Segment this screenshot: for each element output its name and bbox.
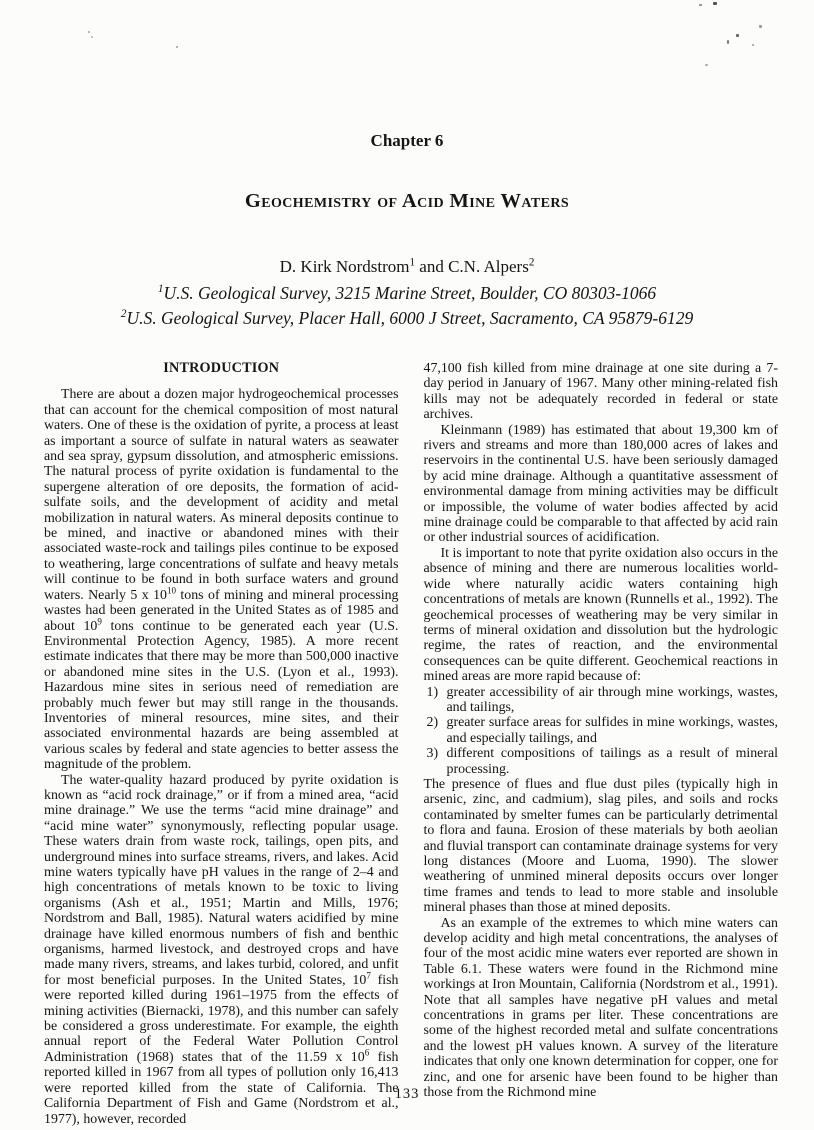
byline-connector: and — [415, 257, 449, 276]
section-heading-introduction: INTRODUCTION — [163, 360, 280, 376]
list-item-number: 3) — [426, 746, 439, 762]
scan-speckle — [88, 31, 90, 33]
author-1: D. Kirk Nordstrom — [279, 257, 410, 276]
numbered-list-item — [424, 685, 779, 716]
author-1-affiliation-mark: 1 — [409, 256, 416, 269]
body-paragraph: It is important to note that pyrite oxidation also occurs in the absence of mining and there are numerous localities world-wide where naturally acidic waters containing high concentrations of metals are known (Runnells et al., 1992). The geochemical processes of weathering may be very similar in terms of mineral oxidation and dissolution but the hydrologic regime, the rates of reaction, and the environmental consequences can be quite different. Geochemical reactions in mined areas are more rapid because of: — [423, 545, 778, 685]
chapter-label: Chapter 6 — [370, 131, 444, 150]
affiliation-1 — [0, 283, 814, 304]
list-item-text: greater surface areas for sulfides in mine workings, wastes, and especially tailings, and — [446, 715, 778, 746]
page-number: 133 — [394, 1086, 420, 1102]
scan-speckle — [176, 46, 178, 48]
list-item-text: greater accessibility of air through mine workings, wastes, and tailings, — [446, 684, 778, 715]
scan-speckle — [91, 36, 93, 38]
list-item-number: 1) — [426, 684, 439, 700]
list-item-number: 2) — [426, 715, 439, 731]
left-column — [44, 361, 399, 1127]
list-item-text: different compositions of tailings as a result of mineral processing. — [446, 746, 778, 777]
body-paragraph: 47,100 fish killed from mine drainage at one site during a 7-day period in January of 1967. Many other mining-related fish kills may not be adequately recorded in federal or state archives. — [423, 361, 778, 423]
author-2-affiliation-mark: 2 — [528, 256, 535, 269]
author-2: C.N. Alpers — [448, 257, 529, 276]
body-paragraph: The water-quality hazard produced by pyrite oxidation is known as “acid rock drainage,” or if from a mined area, “acid mine drainage.” We use the terms “acid mine drainage” and “acid mine water” synonymously, reflecting popular usage. These waters drain from waste rock, tailings, open pits, and underground mines into surface streams, rivers, and lakes. Acid mine waters typically have pH values in the range of 2–4 and high concentrations of metals known to be toxic to living organisms (Ash et al., 1951; Martin and Mills, 1976; Nordstrom and Ball, 1985). Natural waters acidified by mine drainage have killed enormous numbers of fish and benthic organisms, harmed livestock, and destroyed crops and have made many rivers, streams, and lakes turbid, colored, and unfit for most beneficial purposes. In the United States, $10^7$ fish were reported killed during 1961–1975 from the effects of mining activities (Biernacki, 1978), and this number can safely be considered a gross underestimate. For example, the eighth annual report of the Federal Water Pollution Control Administration (1968) states that of the 11.59 x $10^6$ fish reported killed in 1967 from all types of pollution only 16,413 were reported killed from the state of California. The California Department of Fish and Game (Nordstrom et al., 1977), however, recorded — [44, 772, 399, 1127]
affiliation-1-mark: 1 — [157, 283, 164, 296]
scan-speckle — [713, 2, 717, 5]
affiliation-1-text: U.S. Geological Survey, 3215 Marine Street, Boulder, CO 80303-1066 — [163, 283, 657, 303]
body-paragraph: There are about a dozen major hydrogeochemical processes that can account for the chemical composition of most natural waters. One of these is the oxidation of pyrite, a process at least as important a source of sulfate in natural waters as seawater and sea spray, gypsum dissolution, and atmospheric emissions. The natural process of pyrite oxidation is fundamental to the supergene alteration of ore deposits, the formation of acid-sulfate soils, and the development of acidity and metal mobilization in natural waters. As mineral deposits continue to be mined, and inactive or abandoned mines with their associated waste-rock and tailings piles continue to be exposed to weathering, large concentrations of sulfate and heavy metals will continue to be found in both surface waters and ground waters. Nearly 5 x $10^{10}$ tons of mining and mineral processing wastes had been generated in the United States as of 1985 and about $10^9$ tons continue to be generated each year (U.S. Environmental Protection Agency, 1985). A more recent estimate indicates that there may be more than 500,000 inactive or abandoned mine sites in the U.S. (Lyon et al., 1993). Hazardous mine sites in serious need of remediation are probably much fewer but may still range in the thousands. Inventories of mineral resources, mine sites, and their associated environmental hazards are being assembled at various scales by federal and state agencies to better assess the magnitude of the problem. — [44, 387, 399, 773]
numbered-list-item — [424, 746, 779, 777]
body-paragraph: The presence of flues and flue dust piles (typically high in arsenic, zinc, and cadmium), slag piles, and soils and rocks contaminated by smelter fumes can be particularly detrimental to flora and fauna. Erosion of these materials by both aeolian and fluvial transport can contaminate drainage systems for very long distances (Moore and Luoma, 1990). The slower weathering of unmined mineral deposits occurs over longer time frames and tends to lead to more stable and insoluble mineral phases than those at mined deposits. — [423, 776, 778, 916]
affiliation-2-mark: 2 — [120, 308, 127, 321]
body-paragraph: As an example of the extremes to which mine waters can develop acidity and high metal concentrations, the analyses of four of the most acidic mine waters ever reported are shown in Table 6.1. These waters were found in the Richmond mine workings at Iron Mountain, California (Nordstrom et al., 1991). Note that all samples have negative pH values and metal concentrations in grams per liter. These concentrations are some of the highest recorded metal and sulfate concentrations and the lowest pH values known. A survey of the literature indicates that only one known determination for copper, one for zinc, and one for arsenic have been found to be higher than those from the Richmond mine — [423, 915, 778, 1101]
scan-speckle — [736, 34, 739, 37]
paper-title: Geochemistry of Acid Mine Waters — [244, 190, 570, 212]
body-paragraph: Kleinmann (1989) has estimated that about 19,300 km of rivers and streams and more than 180,000 acres of lakes and reservoirs in the continental U.S. have been seriously damaged by acid mine drainage. Although a quantitative assessment of environmental damage from mining activities may be difficult or impossible, the volume of water bodies affected by acid mine drainage could be comparable to that affected by acid rain or other industrial sources of acidification. — [423, 422, 778, 546]
affiliation-2 — [0, 308, 814, 329]
affiliation-2-text: U.S. Geological Survey, Placer Hall, 6000 J Street, Sacramento, CA 95879-6129 — [126, 308, 694, 328]
byline — [0, 257, 814, 277]
scan-speckle — [752, 44, 754, 46]
scan-speckle — [699, 4, 702, 6]
scan-speckle — [727, 40, 729, 44]
right-column — [424, 361, 779, 1127]
two-column-body — [44, 361, 778, 1127]
scan-speckle — [759, 25, 762, 28]
scan-speckle — [705, 64, 708, 66]
numbered-list-item — [424, 715, 779, 746]
